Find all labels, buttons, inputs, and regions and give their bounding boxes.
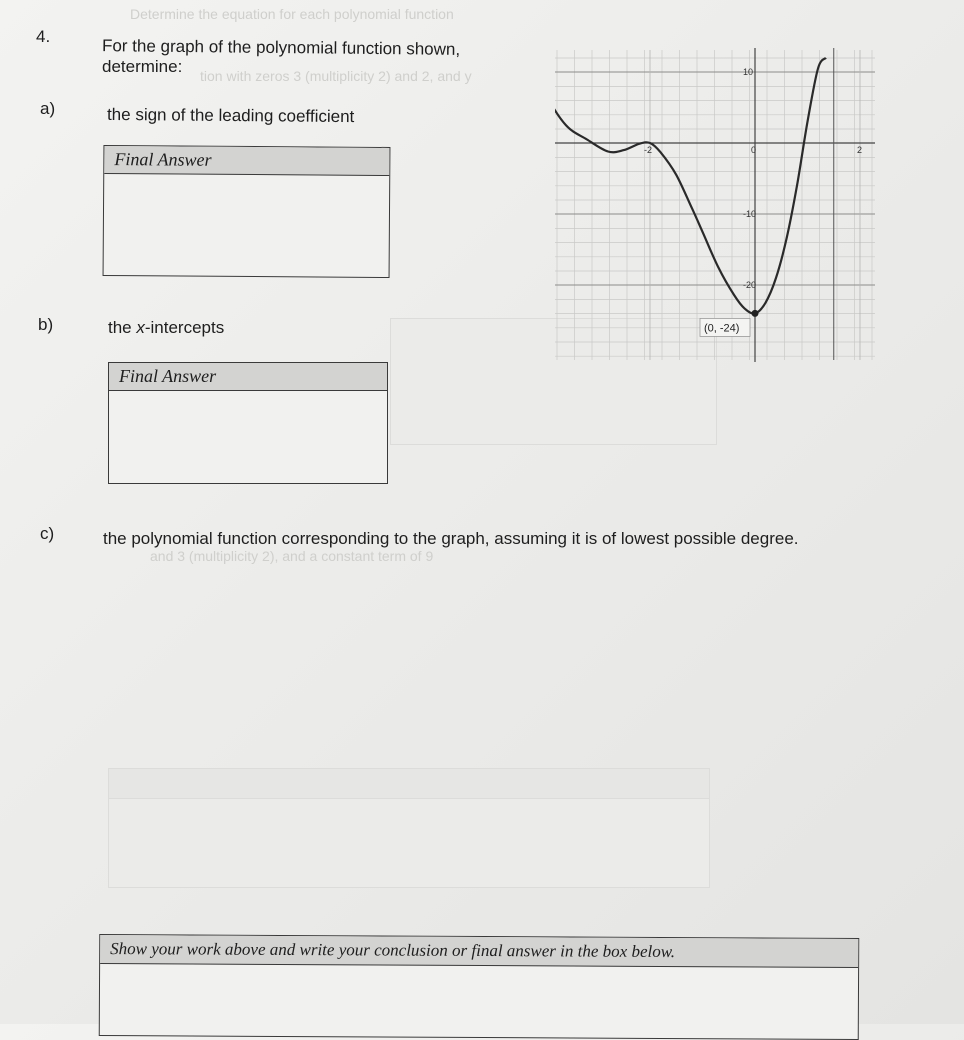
annotation-label: (0, -24)	[704, 322, 740, 335]
part-b-text-suffix: -intercepts	[144, 318, 225, 337]
graph-axes	[555, 48, 875, 362]
part-a-text: the sign of the leading coefficient	[106, 104, 355, 127]
graph-grid	[555, 50, 875, 360]
y-tick-label: -20	[743, 280, 757, 290]
y-tick-label: -10	[743, 209, 757, 219]
part-c-text: the polynomial function corresponding to the graph, assuming it is of lowest possible degree.	[103, 529, 799, 548]
part-b-answer-header: Final Answer	[109, 363, 387, 391]
polynomial-graph	[555, 45, 880, 367]
y-tick-label: 10	[743, 67, 754, 77]
show-through-box	[108, 798, 710, 888]
part-a-answer-header: Final Answer	[104, 146, 389, 176]
show-through-text: Determine the equation for each polynomial function	[130, 6, 454, 22]
final-answer-header: Show your work above and write your conclusion or final answer in the box below.	[100, 935, 858, 968]
show-through-box	[108, 768, 710, 800]
x-tick-label: 2	[857, 145, 863, 155]
part-c-label: c)	[40, 524, 55, 543]
x-tick-label: 0	[751, 145, 757, 155]
final-answer-box[interactable]	[99, 934, 860, 1040]
part-a-label: a)	[40, 99, 56, 118]
part-b-answer-box[interactable]	[108, 362, 388, 484]
part-b-text	[108, 317, 224, 339]
part-b-text-prefix: the	[108, 318, 137, 337]
part-b-label: b)	[38, 315, 54, 334]
x-tick-label: -2	[644, 145, 653, 155]
show-through-text: tion with zeros 3 (multiplicity 2) and 2, and y	[200, 68, 472, 84]
show-through-text: and 3 (multiplicity 2), and a constant term of 9	[150, 548, 434, 564]
question-number: 4.	[36, 27, 51, 46]
y-intercept-point	[752, 310, 759, 317]
part-a-answer-box[interactable]	[103, 145, 391, 278]
question-prompt-line1: For the graph of the polynomial function shown,	[101, 36, 461, 59]
question-prompt-line2: determine:	[102, 57, 183, 76]
part-b-text-var: x	[136, 318, 145, 337]
